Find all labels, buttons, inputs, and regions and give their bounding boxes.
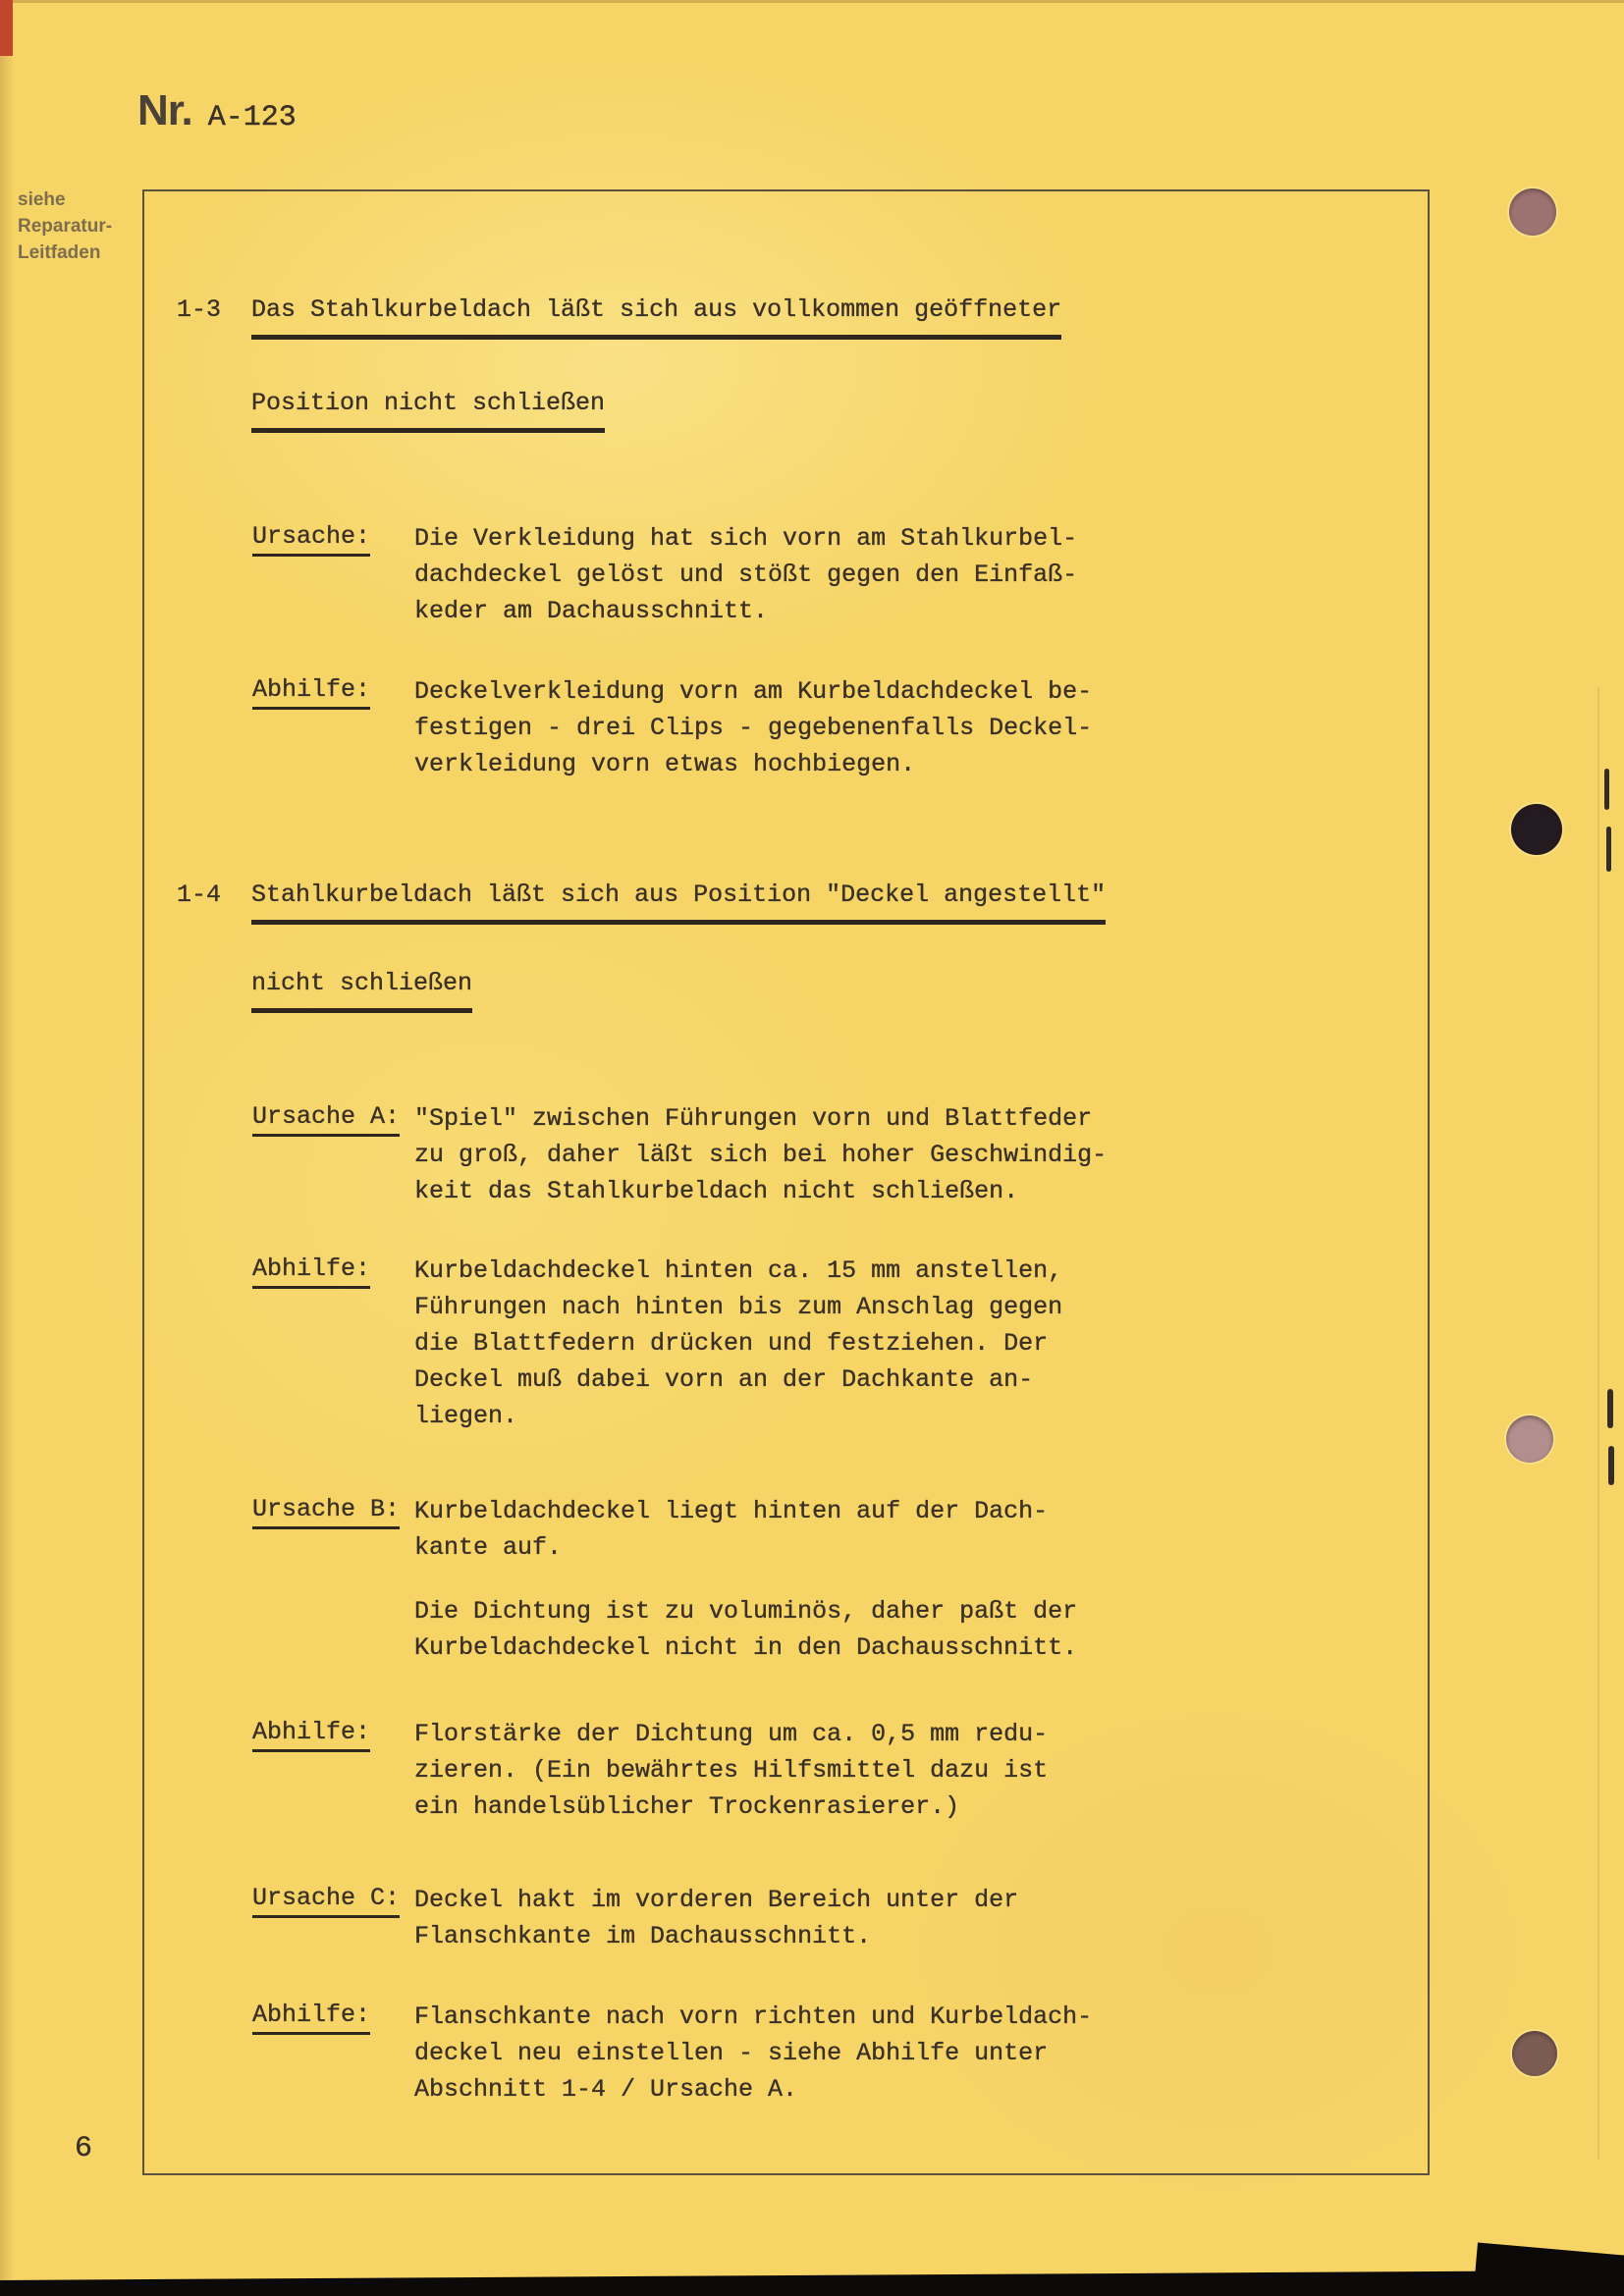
text-line: Deckelverkleidung vorn am Kurbeldachdeckel be- — [414, 677, 1093, 706]
entry-label: Ursache A: — [252, 1100, 400, 1137]
entry-label: Abhilfe: — [252, 1716, 370, 1752]
entry-label: Ursache B: — [252, 1493, 400, 1529]
margin-note-line: siehe — [18, 189, 66, 210]
text-line: verkleidung vorn etwas hochbiegen. — [414, 750, 916, 778]
doc-number-label: Nr. — [137, 86, 192, 134]
paper-crease — [1597, 687, 1599, 2160]
text-line: zieren. (Ein bewährtes Hilfsmittel dazu ist — [414, 1756, 1049, 1785]
text-line: Abschnitt 1-4 / Ursache A. — [414, 2075, 798, 2104]
text-line: Flanschkante nach vorn richten und Kurbeldach- — [414, 2002, 1093, 2031]
entry-text — [414, 1493, 1161, 1566]
scan-bottom-edge — [0, 2270, 1624, 2296]
text-line: Deckel muß dabei vorn an der Dachkante an- — [414, 1365, 1034, 1394]
text-line: Flanschkante im Dachausschnitt. — [414, 1922, 872, 1950]
cause-entry — [252, 520, 1078, 625]
text-line: Florstärke der Dichtung um ca. 0,5 mm redu- — [414, 1720, 1049, 1748]
entry-text — [414, 673, 1161, 782]
margin-note-line: Leitfaden — [18, 242, 101, 263]
entry-label: Ursache C: — [252, 1882, 400, 1918]
text-line: liegen. — [414, 1402, 518, 1430]
entry-text — [414, 1882, 1161, 1954]
section-number: 1-4 — [177, 881, 222, 909]
text-line: die Blattfedern drücken und festziehen. Der — [414, 1329, 1049, 1358]
entry-text — [414, 1999, 1161, 2108]
cause-entry — [252, 1100, 1108, 1205]
entry-label: Ursache: — [252, 520, 370, 557]
text-line: keder am Dachausschnitt. — [414, 597, 769, 625]
text-line: ein handelsüblicher Trockenrasierer.) — [414, 1792, 960, 1821]
entry-text — [414, 1593, 1161, 1666]
text-line: Kurbeldachdeckel hinten ca. 15 mm anstellen, — [414, 1256, 1063, 1285]
entry-text — [414, 1716, 1161, 1825]
margin-note — [18, 187, 112, 266]
entry-label: Abhilfe: — [252, 1253, 370, 1289]
remedy-entry — [252, 1253, 1063, 1430]
text-line: deckel neu einstellen - siehe Abhilfe unter — [414, 2039, 1049, 2067]
text-line: dachdeckel gelöst und stößt gegen den Einfaß- — [414, 561, 1078, 589]
remedy-entry — [252, 1999, 1093, 2104]
remedy-entry — [252, 1716, 1049, 1821]
pen-mark — [1604, 769, 1609, 810]
scan-left-edge — [0, 0, 14, 2296]
text-line: Kurbeldachdeckel liegt hinten auf der Dach- — [414, 1497, 1049, 1525]
doc-number — [137, 86, 297, 135]
entry-text — [414, 1253, 1161, 1434]
page-number: 6 — [75, 2132, 93, 2165]
entry-label: Abhilfe: — [252, 673, 370, 710]
punch-hole — [1511, 804, 1562, 855]
punch-hole — [1512, 2031, 1557, 2076]
text-line: Kurbeldachdeckel nicht in den Dachausschnitt. — [414, 1633, 1078, 1662]
cause-entry — [252, 1882, 1019, 1950]
pen-mark — [1607, 1389, 1613, 1428]
text-line: Die Dichtung ist zu voluminös, daher paßt der — [414, 1597, 1078, 1626]
text-line: Die Verkleidung hat sich vorn am Stahlkurbel- — [414, 524, 1078, 553]
scan-top-edge — [0, 0, 1624, 3]
text-line: Deckel hakt im vorderen Bereich unter der — [414, 1886, 1019, 1914]
text-line: festigen - drei Clips - gegebenenfalls Deckel- — [414, 714, 1093, 742]
doc-number-value: A-123 — [207, 101, 297, 134]
text-line: "Spiel" zwischen Führungen vorn und Blattfeder — [414, 1104, 1093, 1133]
section-title-line1: Das Stahlkurbeldach läßt sich aus vollkommen geöffneter — [251, 294, 1061, 340]
red-edge-mark — [0, 0, 13, 56]
section-number: 1-3 — [177, 295, 222, 324]
text-line: Führungen nach hinten bis zum Anschlag gegen — [414, 1293, 1063, 1321]
margin-note-line: Reparatur- — [18, 216, 113, 237]
pen-mark — [1608, 1446, 1614, 1485]
pen-mark — [1606, 827, 1611, 872]
punch-hole — [1506, 1415, 1553, 1463]
section-title-line2: Position nicht schließen — [251, 388, 605, 433]
entry-label: Abhilfe: — [252, 1999, 370, 2035]
cause-entry-continuation — [414, 1593, 1161, 1666]
section-title-line1: Stahlkurbeldach läßt sich aus Position "Deckel angestellt" — [251, 880, 1106, 925]
text-line: kante auf. — [414, 1533, 563, 1562]
punch-hole — [1509, 188, 1556, 236]
text-line: keit das Stahlkurbeldach nicht schließen. — [414, 1177, 1019, 1205]
entry-text — [414, 520, 1161, 629]
remedy-entry — [252, 673, 1093, 778]
cause-entry — [252, 1493, 1049, 1562]
entry-text — [414, 1100, 1161, 1209]
text-line: zu groß, daher läßt sich bei hoher Geschwindig- — [414, 1141, 1108, 1169]
section-title-line2: nicht schließen — [251, 968, 472, 1013]
